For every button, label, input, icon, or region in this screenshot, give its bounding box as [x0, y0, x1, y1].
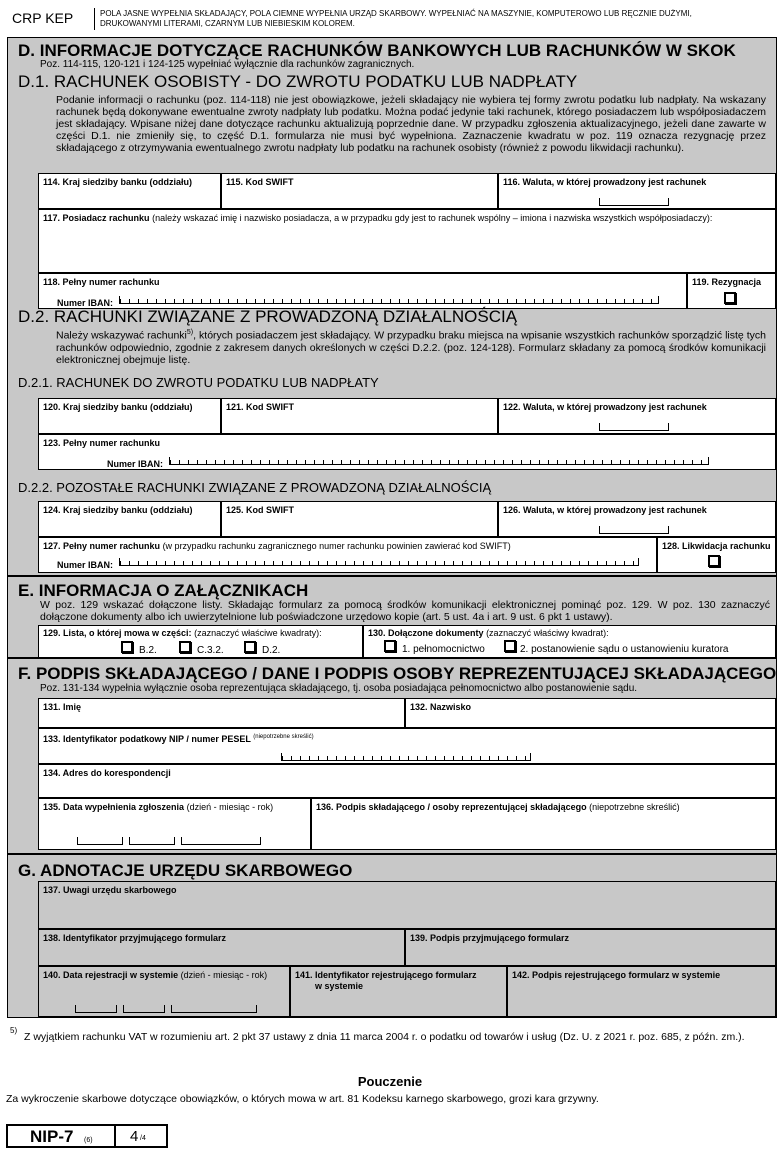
- field-130-label: 130. Dołączone dokumenty (zaznaczyć właściwy kwadrat):: [368, 628, 609, 638]
- header-instructions: POLA JASNE WYPEŁNIA SKŁADAJĄCY, POLA CIEMNE WYPEŁNIA URZĄD SKARBOWY. WYPEŁNIAĆ NA MASZYNIE, KOMPUTEROWO LUB RĘCZNIE DUŻYMI, DRUKOWANYMI LITERAMI, CZARNYM LUB NIEBIESKIM KOLOREM.: [100, 9, 692, 28]
- section-d2-title: D.2. RACHUNKI ZWIĄZANE Z PROWADZONĄ DZIAŁALNOŚCIĄ: [18, 307, 518, 326]
- iban-label: Numer IBAN:: [107, 459, 164, 469]
- field-138: [38, 929, 405, 966]
- form-version: (6): [84, 1137, 93, 1144]
- page-total: /4: [140, 1135, 146, 1142]
- field-122[interactable]: [498, 398, 776, 434]
- field-134-label: 134. Adres do korespondencji: [43, 768, 171, 778]
- field-122-label: 122. Waluta, w której prowadzony jest rachunek: [503, 402, 707, 412]
- field-125-label: 125. Kod SWIFT: [226, 505, 295, 515]
- section-f-title: F. PODPIS SKŁADAJĄCEGO / DANE I PODPIS OSOBY REPREZENTUJĄCEJ SKŁADAJĄCEGO: [18, 664, 777, 683]
- iban-ticks: [119, 296, 659, 304]
- court-decision-label: 2. postanowienie sądu o ustanowieniu kuratora: [520, 644, 729, 655]
- field-120[interactable]: [38, 398, 221, 434]
- month-ticks: [129, 837, 175, 845]
- field-126-label: 126. Waluta, w której prowadzony jest rachunek: [503, 505, 707, 515]
- footnote-text: Z wyjątkiem rachunku VAT w rozumieniu art. 2 pkt 37 ustawy z dnia 11 marca 2004 r. o podatku od towarów i usług (Dz. U. z 2021 r. poz. 685, z późn. zm.).: [24, 1031, 745, 1043]
- nip-ticks: [281, 753, 531, 761]
- field-125[interactable]: [221, 501, 498, 537]
- field-132[interactable]: [405, 698, 776, 728]
- field-136-label: 136. Podpis składającego / osoby reprezentującej składającego (niepotrzebne skreślić): [316, 802, 680, 812]
- field-129-label: 129. Lista, o której mowa w części: (zaznaczyć właściwe kwadraty):: [43, 628, 322, 638]
- field-128-label: 128. Likwidacja rachunku: [662, 541, 771, 551]
- field-133[interactable]: [38, 728, 776, 764]
- section-f-text: Poz. 131-134 wypełnia wyłącznie osoba reprezentująca składającego, tj. osoba posiadająca pełnomocnictwo albo postanowienie sądu.: [40, 683, 638, 694]
- field-135[interactable]: [38, 798, 311, 850]
- field-130[interactable]: [363, 625, 776, 658]
- form-code: CRP KEP: [12, 10, 74, 26]
- day-ticks: [75, 1005, 117, 1013]
- field-131-label: 131. Imię: [43, 702, 82, 712]
- field-119[interactable]: [687, 273, 776, 309]
- field-142: [507, 966, 776, 1017]
- field-135-label: 135. Data wypełnienia zgłoszenia (dzień - miesiąc - rok): [43, 802, 274, 812]
- field-136[interactable]: [311, 798, 776, 850]
- field-141-label: 141. Identyfikator rejestrującego formularz w systemie: [295, 970, 477, 991]
- power-of-attorney-checkbox[interactable]: [384, 640, 396, 652]
- field-139-label: 139. Podpis przyjmującego formularz: [410, 933, 570, 943]
- iban-label: Numer IBAN:: [57, 560, 114, 570]
- field-117[interactable]: [38, 209, 776, 273]
- field-134[interactable]: [38, 764, 776, 798]
- section-g-title: G. ADNOTACJE URZĘDU SKARBOWEGO: [18, 861, 353, 880]
- field-116-label: 116. Waluta, w której prowadzony jest rachunek: [503, 177, 707, 187]
- resignation-checkbox[interactable]: [724, 292, 736, 304]
- b2-label: B.2.: [139, 645, 157, 656]
- field-128[interactable]: [657, 537, 776, 573]
- field-123[interactable]: [38, 434, 776, 470]
- field-132-label: 132. Nazwisko: [410, 702, 472, 712]
- field-127[interactable]: [38, 537, 657, 573]
- field-124[interactable]: [38, 501, 221, 537]
- field-129[interactable]: [38, 625, 363, 658]
- field-114[interactable]: [38, 173, 221, 209]
- field-131[interactable]: [38, 698, 405, 728]
- form-name-box: [6, 1124, 116, 1148]
- year-ticks: [171, 1005, 257, 1013]
- field-118[interactable]: [38, 273, 687, 309]
- page-number-box: [116, 1124, 168, 1148]
- field-138-label: 138. Identyfikator przyjmującego formularz: [43, 933, 227, 943]
- day-ticks: [77, 837, 123, 845]
- field-127-label: 127. Pełny numer rachunku (w przypadku rachunku zagranicznego numer rachunku powinien zawierać kod SWIFT): [43, 541, 511, 551]
- section-d-title: D. INFORMACJE DOTYCZĄCE RACHUNKÓW BANKOWYCH LUB RACHUNKÓW W SKOK: [18, 41, 736, 60]
- footnote-mark: 5): [10, 1026, 18, 1035]
- d2-checkbox[interactable]: [244, 641, 256, 653]
- section-d1-title: D.1. RACHUNEK OSOBISTY - DO ZWROTU PODATKU LUB NADPŁATY: [18, 72, 578, 91]
- field-139: [405, 929, 776, 966]
- field-117-label: 117. Posiadacz rachunku (należy wskazać imię i nazwisko posiadacza, a w przypadku gdy jest to rachunek wspólny – imiona i nazwiska wszystkich współposiadaczy):: [43, 213, 713, 223]
- field-115-label: 115. Kod SWIFT: [226, 177, 294, 187]
- b2-checkbox[interactable]: [121, 641, 133, 653]
- section-d22-title: D.2.2. POZOSTAŁE RACHUNKI ZWIĄZANE Z PROWADZONĄ DZIAŁALNOŚCIĄ: [18, 480, 492, 495]
- form-name: NIP-7: [30, 1127, 74, 1146]
- field-115[interactable]: [221, 173, 498, 209]
- currency-ticks: [599, 526, 669, 534]
- year-ticks: [181, 837, 261, 845]
- currency-ticks: [599, 423, 669, 431]
- section-e-title: E. INFORMACJA O ZAŁĄCZNIKACH: [18, 581, 309, 600]
- month-ticks: [123, 1005, 165, 1013]
- field-118-label: 118. Pełny numer rachunku: [43, 277, 160, 287]
- field-142-label: 142. Podpis rejestrującego formularz w systemie: [512, 970, 721, 980]
- section-d21-title: D.2.1. RACHUNEK DO ZWROTU PODATKU LUB NADPŁATY: [18, 375, 379, 390]
- pouczenie-text: Za wykroczenie skarbowe dotyczące obowiązków, o których mowa w art. 81 Kodeksu karnego skarbowego, grozi kara grzywny.: [6, 1093, 599, 1105]
- field-116[interactable]: [498, 173, 776, 209]
- field-119-label: 119. Rezygnacja: [692, 277, 762, 287]
- iban-label: Numer IBAN:: [57, 298, 114, 308]
- field-120-label: 120. Kraj siedziby banku (oddziału): [43, 402, 193, 412]
- field-141: [290, 966, 507, 1017]
- field-126[interactable]: [498, 501, 776, 537]
- court-decision-checkbox[interactable]: [504, 640, 516, 652]
- field-121-label: 121. Kod SWIFT: [226, 402, 295, 412]
- liquidation-checkbox[interactable]: [708, 555, 720, 567]
- page-number: 4: [130, 1128, 139, 1145]
- field-137: [38, 881, 776, 929]
- c32-label: C.3.2.: [197, 645, 224, 656]
- field-133-label: 133. Identyfikator podatkowy NIP / numer PESEL $^{(niepotrzebne skreślić)}$: [43, 734, 314, 744]
- field-124-label: 124. Kraj siedziby banku (oddziału): [43, 505, 193, 515]
- section-e-text: W poz. 129 wskazać dołączone listy. Składając formularz za pomocą środków komunikacji elektronicznej pominąć poz. 129. W poz. 130 zaznaczyć dołączone dokumenty albo ich uwierzytelnione lub poświadczone urzędowo kopie (art. 5 ust. 4a i art. 9 ust. 6 pkt 1 ustawy).: [40, 599, 770, 623]
- pouczenie-title: Pouczenie: [357, 1074, 423, 1089]
- field-114-label: 114. Kraj siedziby banku (oddziału): [43, 177, 193, 187]
- section-d1-text: Podanie informacji o rachunku (poz. 114-118) nie jest obowiązkowe, jeżeli składający nie wybiera tej formy zwrotu podatku lub nadpłaty. Na wskazany rachunek będą dokonywane ewentualne zwroty nadpłaty lub podatku. Można podać jedynie taki rachunek, którego posiadaczem lub współposiadaczem jest składający. Wpisane niżej dane dotyczące rachunku aktualizują poprzednie dane. W przypadku zgłoszenia aktualizacyjnego, jeżeli dane zawarte w części D.1. nie zmieniły się, to część D.1. formularza nie musi być wypełniona. Zaznaczenie kwadratu w poz. 119 oznacza rezygnację przez składającego z otrzymywania ewentualnego zwrotu nadpłaty lub podatku na rachunek osobisty (również z powodu likwidacji rachunku).: [56, 94, 766, 154]
- d2-label: D.2.: [262, 645, 281, 656]
- field-137-label: 137. Uwagi urzędu skarbowego: [43, 885, 177, 895]
- c32-checkbox[interactable]: [179, 641, 191, 653]
- field-123-label: 123. Pełny numer rachunku: [43, 438, 161, 448]
- section-d2-text: Należy wskazywać rachunki$^{5)}$, których posiadaczem jest składający. W przypadku braku miejsca na wpisanie wszystkich rachunków sporządzić listę tych rachunków odpowiednio, zgodnie z zakresem danych określonych w części D.2.2. (poz. 124-128). Formularz składany za pomocą środków komunikacji elektronicznej obejmuje listę.: [56, 329, 766, 366]
- currency-ticks: [599, 198, 669, 206]
- section-d-note: Poz. 114-115, 120-121 i 124-125 wypełniać wyłącznie dla rachunków zagranicznych.: [40, 59, 415, 70]
- field-140: [38, 966, 290, 1017]
- field-140-label: 140. Data rejestracji w systemie (dzień - miesiąc - rok): [43, 970, 268, 980]
- iban-ticks: [169, 457, 709, 465]
- iban-ticks: [119, 558, 639, 566]
- power-of-attorney-label: 1. pełnomocnictwo: [402, 644, 485, 655]
- field-121[interactable]: [221, 398, 498, 434]
- header-divider: [94, 8, 95, 30]
